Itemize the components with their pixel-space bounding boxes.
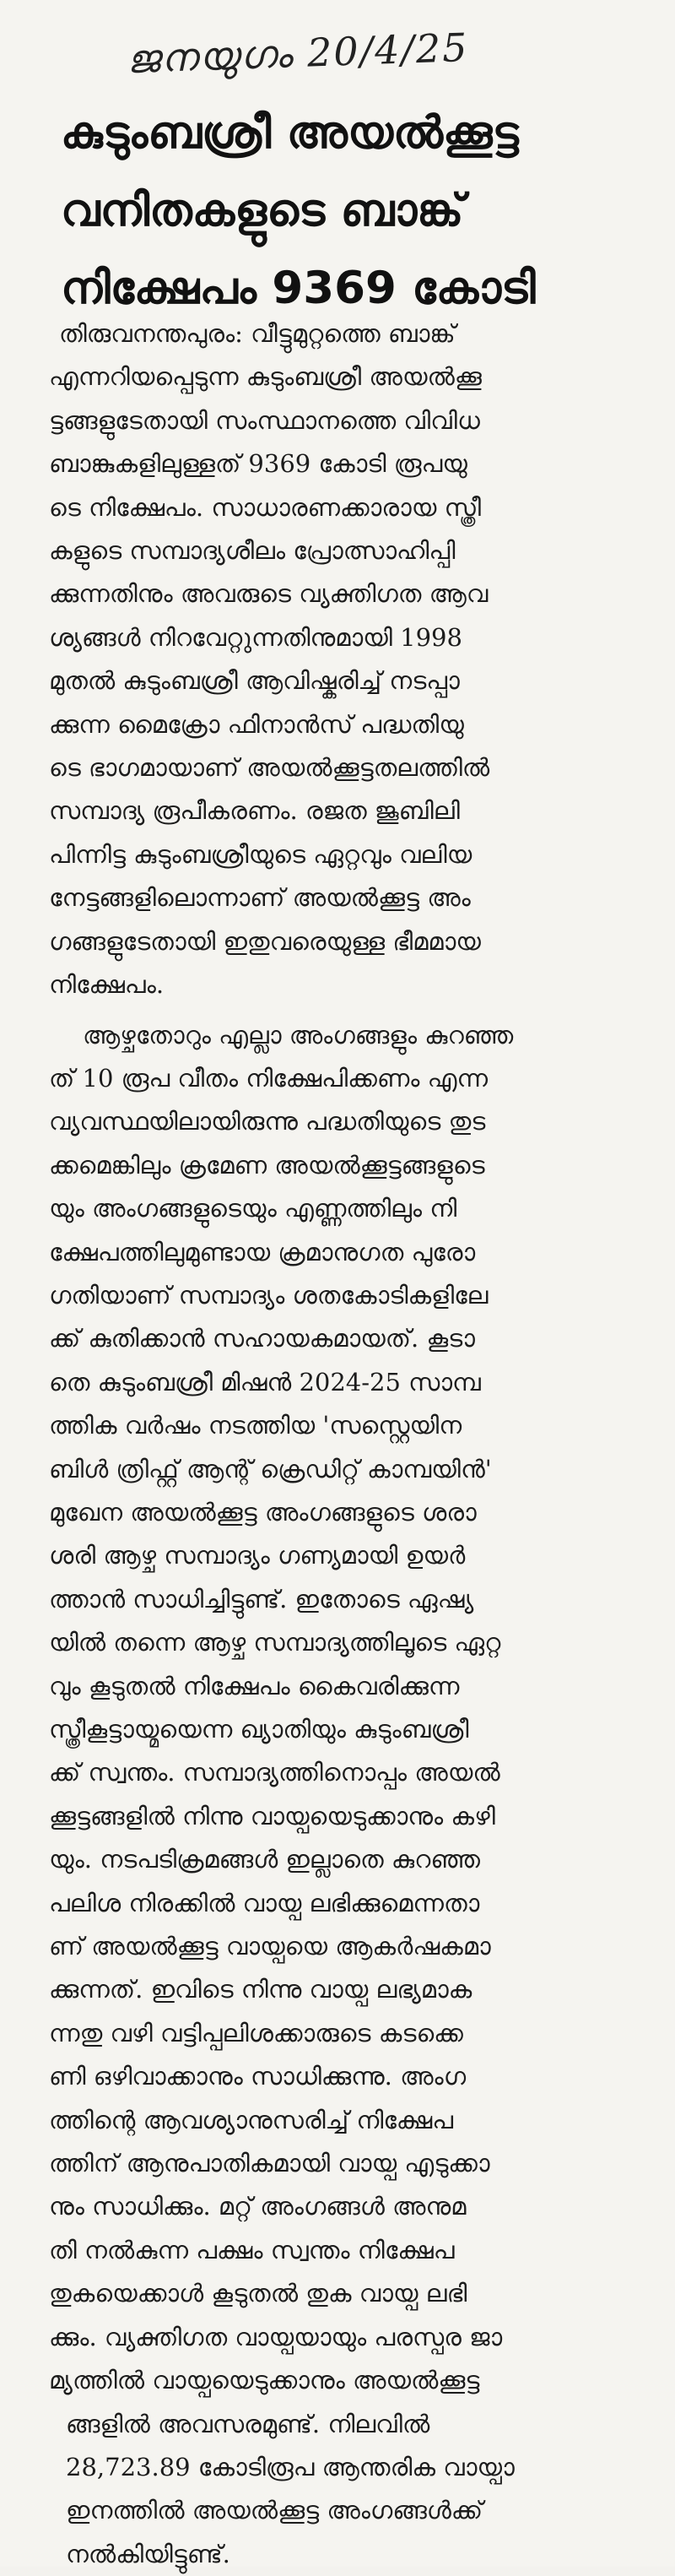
text-line: നേട്ടങ്ങളിലൊന്നാണ് അയൽക്കൂട്ട അം — [49, 876, 656, 919]
text-line: തിരുവനന്തപുരം: വീട്ടുമുറ്റത്തെ ബാങ്ക് — [49, 312, 656, 355]
text-line: യും അംഗങ്ങളുടെയും എണ്ണത്തിലും നി — [49, 1187, 656, 1230]
headline-line: കുടുംബശ്രീ അയൽക്കൂട്ട — [61, 95, 643, 172]
text-line: ആഴ്ചതോറും എല്ലാ അംഗങ്ങളും കുറഞ്ഞ — [49, 1014, 656, 1057]
text-line: ക്കൂട്ടങ്ങളിൽ നിന്നു വായ്പയെടുക്കാനും കഴി — [49, 1795, 656, 1838]
text-line: ങ്ങളിൽ അവസരമുണ്ട്. നിലവിൽ — [49, 2403, 656, 2446]
text-line: ശ്യങ്ങൾ നിറവേറ്റുന്നതിനുമായി 1998 — [49, 616, 656, 659]
text-line: യിൽ തന്നെ ആഴ്ച സമ്പാദ്യത്തിലൂടെ ഏറ്റ — [49, 1621, 656, 1664]
text-line: ക്കുന്ന മൈക്രോ ഫിനാൻസ് പദ്ധതിയു — [49, 703, 656, 746]
text-line: സമ്പാദ്യ രൂപീകരണം. രജത ജൂബിലി — [49, 789, 656, 832]
text-line: തെ കുടുംബശ്രീ മിഷൻ 2024-25 സാമ്പ — [49, 1361, 656, 1404]
text-line: വും കൂടുതൽ നിക്ഷേപം കൈവരിക്കുന്ന — [49, 1665, 656, 1708]
text-line: എന്നറിയപ്പെടുന്ന കുടുംബശ്രീ അയൽക്കൂ — [49, 355, 656, 399]
text-line: ക്ക് സ്വന്തം. സമ്പാദ്യത്തിനൊപ്പം അയൽ — [49, 1751, 656, 1794]
text-line: ത്തിന്റെ ആവശ്യാനുസരിച്ച് നിക്ഷേപ — [49, 2099, 656, 2142]
text-line: ത്തിന് ആനുപാതികമായി വായ്പ എടുക്കാ — [49, 2142, 656, 2185]
text-line: ഗതിയാണ് സമ്പാദ്യം ശതകോടികളിലേ — [49, 1274, 656, 1317]
text-line: നൽകിയിട്ടുണ്ട്. — [49, 2533, 656, 2576]
text-line: ക്കും. വ്യക്തിഗത വായ്പയായും പരസ്പര ജാ — [49, 2316, 656, 2359]
text-line: ത്തിക വർഷം നടത്തിയ 'സസ്റ്റെയിന — [49, 1404, 656, 1447]
text-line: പലിശ നിരക്കിൽ വായ്പ ലഭിക്കുമെന്നതാ — [49, 1882, 656, 1925]
text-line: ട്ടങ്ങളുടേതായി സംസ്ഥാനത്തെ വിവിധ — [49, 399, 656, 442]
text-line: ശരി ആഴ്ച സമ്പാദ്യം ഗണ്യമായി ഉയർ — [49, 1534, 656, 1577]
text-line: ണ് അയൽക്കൂട്ട വായ്പയെ ആകർഷകമാ — [49, 1925, 656, 1968]
text-line: ന്നതു വഴി വട്ടിപ്പലിശക്കാരുടെ കടക്കെ — [49, 2012, 656, 2055]
text-line: ഗങ്ങളുടേതായി ഇതുവരെയുള്ള ഭീമമായ — [49, 920, 656, 963]
text-line: മുഖേന അയൽക്കൂട്ട അംഗങ്ങളുടെ ശരാ — [49, 1491, 656, 1534]
text-line: ഇനത്തിൽ അയൽക്കൂട്ട അംഗങ്ങൾക്ക് — [49, 2489, 656, 2532]
paragraph-1 — [49, 312, 656, 1007]
text-line: ബിൾ ത്രിഫ്റ്റ് ആന്റ് ക്രെഡിറ്റ് കാമ്പയിൻ' — [49, 1448, 656, 1491]
handwritten-date-note: ജനയുഗം 20/4/25 — [126, 24, 469, 84]
text-line: ണി ഒഴിവാക്കാനും സാധിക്കുന്നു. അംഗ — [49, 2055, 656, 2098]
paragraph-2 — [49, 1014, 656, 2576]
text-line: കളുടെ സമ്പാദ്യശീലം പ്രോത്സാഹിപ്പി — [49, 529, 656, 572]
headline-line: നിക്ഷേപം 9369 കോടി — [61, 250, 643, 328]
text-line: ത്താൻ സാധിച്ചിട്ടുണ്ട്. ഇതോടെ ഏഷ്യ — [49, 1578, 656, 1621]
text-line: പിന്നിട്ട കുടുംബശ്രീയുടെ ഏറ്റവും വലിയ — [49, 833, 656, 876]
text-line: ബാങ്കുകളിലുള്ളത് 9369 കോടി രൂപയു — [49, 442, 656, 485]
text-line: നിക്ഷേപം. — [49, 963, 656, 1006]
article-body — [49, 312, 656, 2576]
text-line: ക്ക് കുതിക്കാൻ സഹായകമായത്. കൂടാ — [49, 1317, 656, 1360]
text-line: ക്കമെങ്കിലും ക്രമേണ അയൽക്കൂട്ടങ്ങളുടെ — [49, 1144, 656, 1187]
text-line: ക്ഷേപത്തിലുമുണ്ടായ ക്രമാനുഗത പുരോ — [49, 1231, 656, 1274]
text-line: ക്കുന്നത്. ഇവിടെ നിന്നു വായ്പ ലഭ്യമാക — [49, 1968, 656, 2011]
text-line: ടെ നിക്ഷേപം. സാധാരണക്കാരായ സ്ത്രീ — [49, 486, 656, 529]
text-line: ത് 10 രൂപ വീതം നിക്ഷേപിക്കണം എന്ന — [49, 1057, 656, 1100]
text-line: 28,723.89 കോടിരൂപ ആന്തരിക വായ്പാ — [49, 2446, 656, 2489]
text-line: ക്കുന്നതിനും അവരുടെ വ്യക്തിഗത ആവ — [49, 572, 656, 616]
text-line: തുകയെക്കാൾ കൂടുതൽ തുക വായ്പ ലഭി — [49, 2272, 656, 2315]
text-line: നും സാധിക്കും. മറ്റ് അംഗങ്ങൾ അനുമ — [49, 2185, 656, 2228]
text-line: സ്ത്രീകൂട്ടായ്മയെന്ന ഖ്യാതിയും കുടുംബശ്രീ — [49, 1708, 656, 1751]
text-line: ടെ ഭാഗമായാണ് അയൽക്കൂട്ടതലത്തിൽ — [49, 746, 656, 789]
text-line: വ്യവസ്ഥയിലായിരുന്നു പദ്ധതിയുടെ തുട — [49, 1100, 656, 1143]
headline-line: വനിതകളുടെ ബാങ്ക് — [61, 172, 643, 250]
text-line: തി നൽകുന്ന പക്ഷം സ്വന്തം നിക്ഷേപ — [49, 2229, 656, 2272]
text-line: യും. നടപടിക്രമങ്ങൾ ഇല്ലാതെ കുറഞ്ഞ — [49, 1838, 656, 1881]
text-line: മുതൽ കുടുംബശ്രീ ആവിഷ്കരിച്ച് നടപ്പാ — [49, 659, 656, 702]
text-line: മ്യത്തിൽ വായ്പയെടുക്കാനും അയൽക്കൂട്ട — [49, 2359, 656, 2402]
headline — [61, 95, 643, 328]
